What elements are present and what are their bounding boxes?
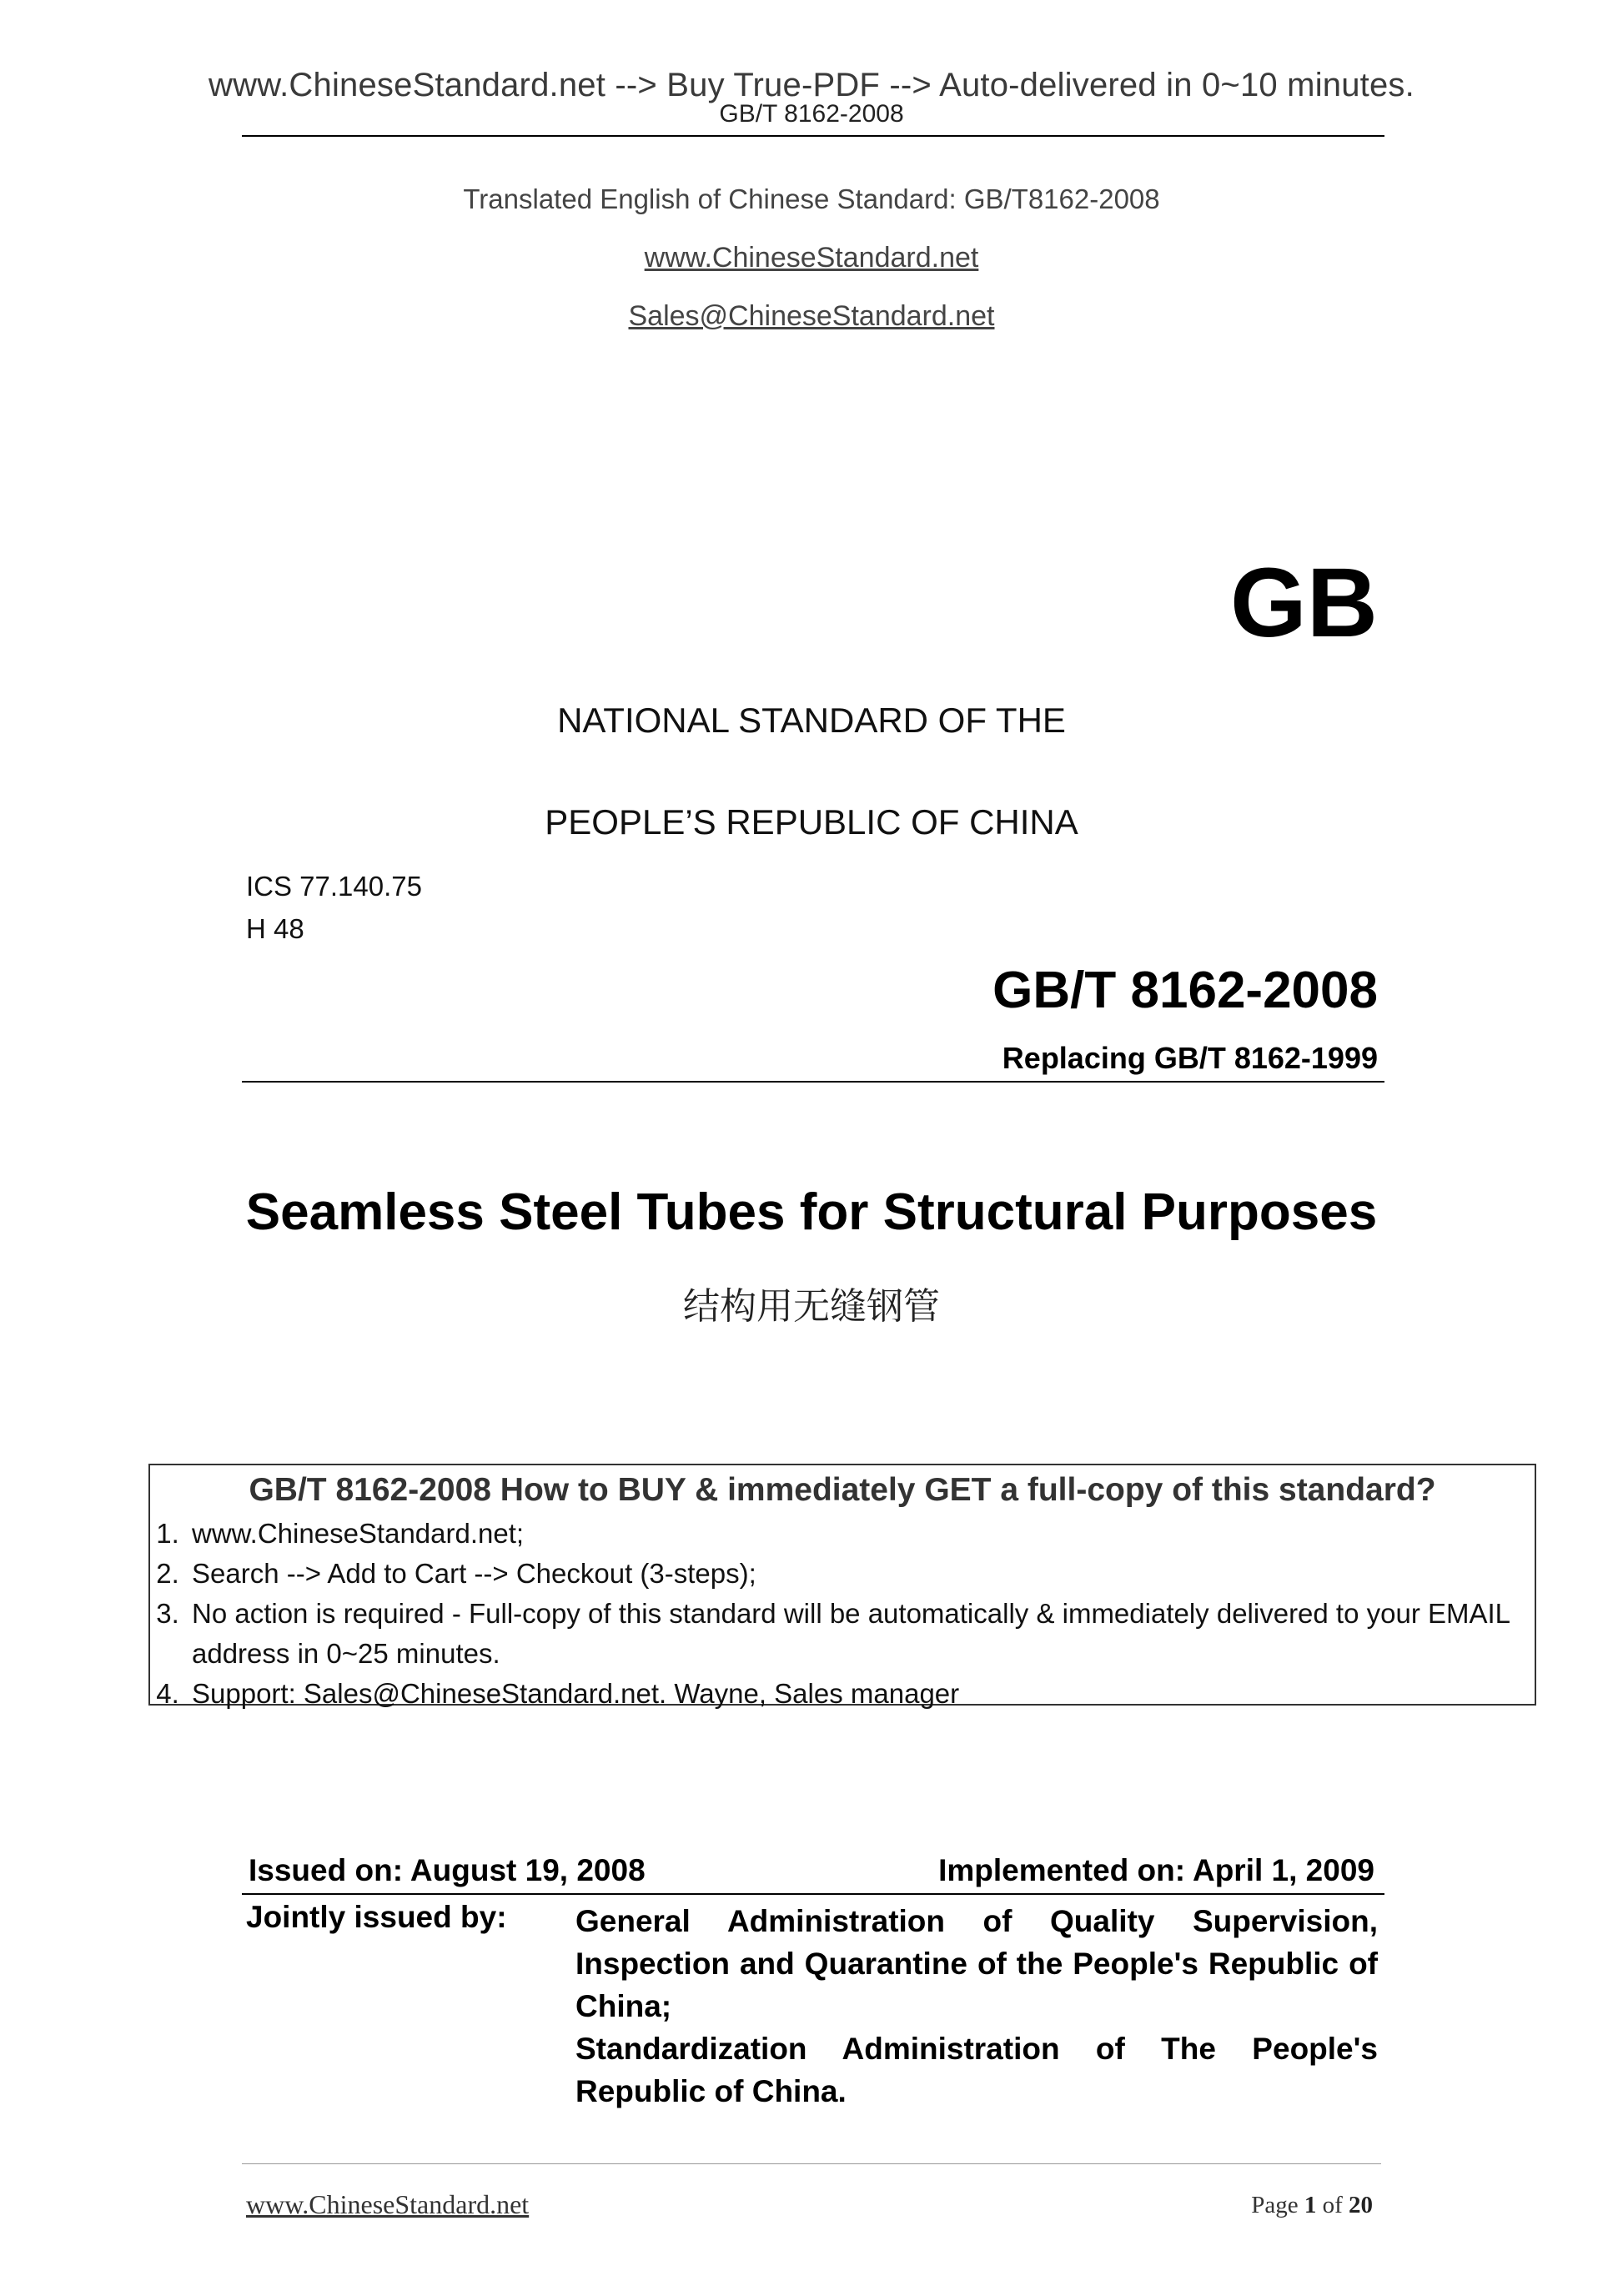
page-number [1251,2192,1373,2219]
buy-step-1[interactable]: 1. www.ChineseStandard.net; [187,1514,1513,1554]
top-banner[interactable]: www.ChineseStandard.net --> Buy True-PDF --> Auto-delivered in 0~10 minutes. [209,67,1414,103]
issued-on: Issued on: August 19, 2008 [249,1853,646,1887]
national-standard-line2: PEOPLE’S REPUBLIC OF CHINA [545,802,1078,842]
footer-rule [242,2163,1381,2164]
gb-mark: GB [1230,548,1378,658]
issuer-sac: Standardization Administration of The People's Republic of China. [575,2032,1378,2108]
jointly-issued-label: Jointly issued by: [246,1900,507,1934]
implemented-on: Implemented on: April 1, 2009 [938,1853,1374,1887]
footer-website-link[interactable]: www.ChineseStandard.net [246,2189,530,2219]
page-total: 20 [1349,2192,1373,2218]
website-link[interactable]: www.ChineseStandard.net [644,242,979,274]
classification-code: H 48 [246,913,304,944]
issuer-aqsiq: General Administration of Quality Supervision, Inspection and Quarantine of the People's Republic of China; [575,1904,1378,2023]
issuers-block [575,1900,1378,2113]
page-current: 1 [1304,2192,1317,2218]
header-rule [242,135,1384,137]
buy-instructions-box [148,1464,1536,1709]
code-rule [242,1081,1384,1083]
replacing-note: Replacing GB/T 8162-1999 [1002,1041,1378,1075]
buy-step-2: 2. Search --> Add to Cart --> Checkout (3-steps); [187,1554,1513,1594]
buy-step-4: 4. Support: Sales@ChineseStandard.net. Wayne, Sales manager [187,1674,1513,1714]
buy-steps-list [153,1514,1513,1714]
standard-code: GB/T 8162-2008 [992,962,1378,1019]
buy-box-title: GB/T 8162-2008 How to BUY & immediately GET a full-copy of this standard? [249,1472,1436,1508]
document-title-chinese: 结构用无缝钢管 [683,1285,940,1328]
buy-step-3: 3. No action is required - Full-copy of this standard will be automatically & immediately delivered to your EMAIL address in 0~25 minutes. [187,1594,1513,1674]
page-of: of [1322,2192,1343,2218]
ics-code: ICS 77.140.75 [246,871,422,902]
issuance-rule [242,1893,1384,1895]
translated-note: Translated English of Chinese Standard: GB/T8162-2008 [463,183,1160,214]
national-standard-line1: NATIONAL STANDARD OF THE [557,701,1066,740]
email-link[interactable]: Sales@ChineseStandard.net [628,300,995,332]
page-label: Page [1251,2192,1299,2218]
document-title: Seamless Steel Tubes for Structural Purposes [245,1183,1378,1241]
header-doc-code: GB/T 8162-2008 [719,100,904,128]
